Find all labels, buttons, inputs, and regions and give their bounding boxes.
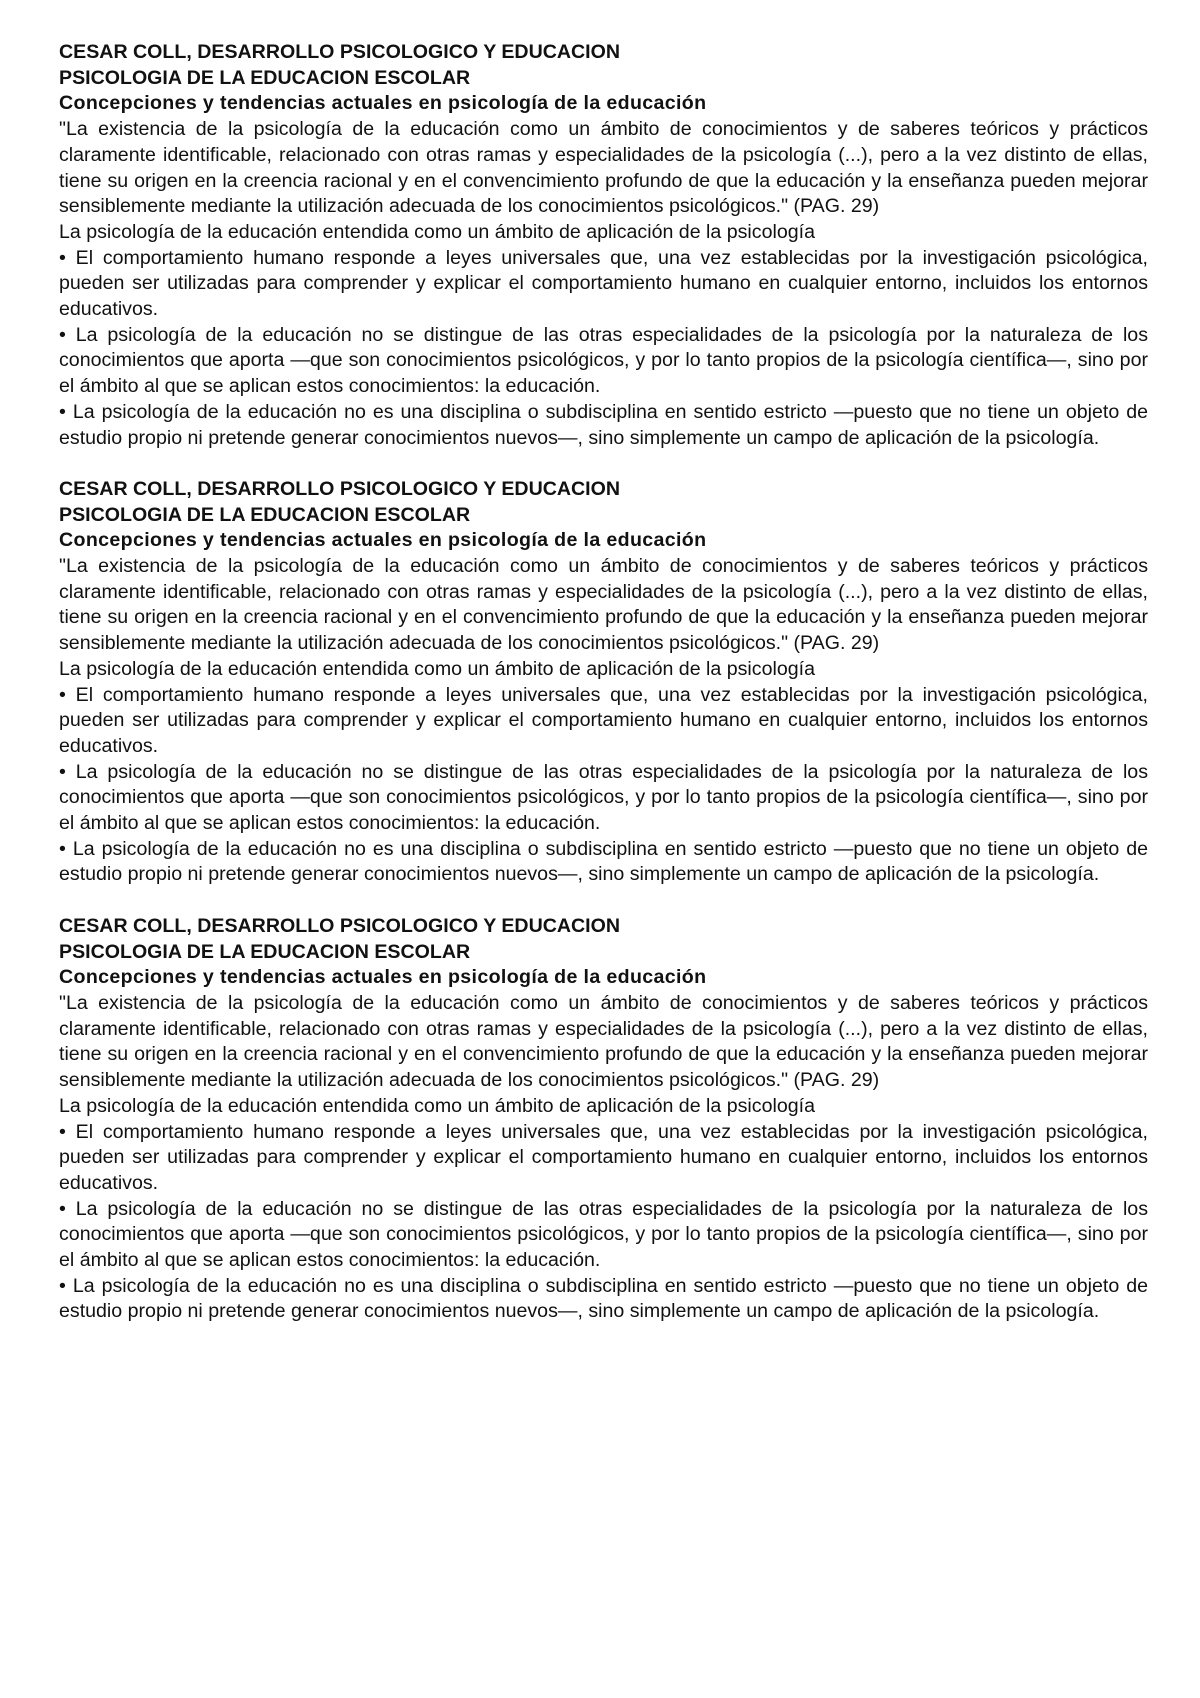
document-subtitle: PSICOLOGIA DE LA EDUCACION ESCOLAR [59,503,471,526]
bullet-item: • El comportamiento humano responde a leyes universales que, una vez establecidas por la investigación psicológica, pueden ser utilizadas para comprender y explicar el comportamiento humano en cualquier entorno, incluidos los entornos educativos. [59,683,1148,757]
bullet-item: • La psicología de la educación no es una disciplina o subdisciplina en sentido estricto —puesto que no tiene un objeto de estudio propio ni pretende generar conocimientos nuevos—, sino simplemente un campo de aplicación de la psicología. [59,400,1148,449]
document-title: CESAR COLL, DESARROLLO PSICOLOGICO Y EDUCACION [59,477,621,500]
bullet-item: • La psicología de la educación no se distingue de las otras especialidades de la psicología por la naturaleza de los conocimientos que aporta —que son conocimientos psicológicos, y por lo tanto propios de la psicología científica—, sino por el ámbito al que se aplican estos conocimientos: la educación. [59,1197,1148,1272]
document-title: CESAR COLL, DESARROLLO PSICOLOGICO Y EDUCACION [59,41,621,63]
text-block [59,40,1148,451]
document-subtitle: PSICOLOGIA DE LA EDUCACION ESCOLAR [59,66,471,89]
bullet-item: • El comportamiento humano responde a leyes universales que, una vez establecidas por la investigación psicológica, pueden ser utilizadas para comprender y explicar el comportamiento humano en cualquier entorno, incluidos los entornos educativos. [59,1120,1148,1194]
section-heading: Concepciones y tendencias actuales en psicología de la educación [59,92,707,115]
bullet-item: • La psicología de la educación no se distingue de las otras especialidades de la psicología por la naturaleza de los conocimientos que aporta —que son conocimientos psicológicos, y por lo tanto propios de la psicología científica—, sino por el ámbito al que se aplican estos conocimientos: la educación. [59,760,1148,835]
quote-paragraph: "La existencia de la psicología de la educación como un ámbito de conocimientos y de saberes teóricos y prácticos claramente identificable, relacionado con otras ramas y especialidades de la psicología (...), pero a la vez distinto de ellas, tiene su origen en la creencia racional y en el convencimiento profundo de que la educación y la enseñanza pueden mejorar sensiblemente mediante la utilización adecuada de los conocimientos psicológicos." (PAG. 29) [59,118,1148,218]
bullet-item: • La psicología de la educación no es una disciplina o subdisciplina en sentido estricto —puesto que no tiene un objeto de estudio propio ni pretende generar conocimientos nuevos—, sino simplemente un campo de aplicación de la psicología. [59,837,1148,886]
bullet-item: • La psicología de la educación no se distingue de las otras especialidades de la psicología por la naturaleza de los conocimientos que aporta —que son conocimientos psicológicos, y por lo tanto propios de la psicología científica—, sino por el ámbito al que se aplican estos conocimientos: la educación. [59,323,1148,398]
bullet-item: • El comportamiento humano responde a leyes universales que, una vez establecidas por la investigación psicológica, pueden ser utilizadas para comprender y explicar el comportamiento humano en cualquier entorno, incluidos los entornos educativos. [59,246,1148,321]
section-title: La psicología de la educación entendida como un ámbito de aplicación de la psicología [59,1094,815,1117]
section-heading: Concepciones y tendencias actuales en psicología de la educación [59,529,707,552]
quote-paragraph: "La existencia de la psicología de la educación como un ámbito de conocimientos y de saberes teóricos y prácticos claramente identificable, relacionado con otras ramas y especialidades de la psicología (...), pero a la vez distinto de ellas, tiene su origen en la creencia racional y en el convencimiento profundo de que la educación y la enseñanza pueden mejorar sensiblemente mediante la utilización adecuada de los conocimientos psicológicos." (PAG. 29) [59,991,1148,1092]
section-heading: Concepciones y tendencias actuales en psicología de la educación [59,966,707,989]
text-block [59,914,1148,1325]
section-title: La psicología de la educación entendida como un ámbito de aplicación de la psicología [59,657,815,680]
document-subtitle: PSICOLOGIA DE LA EDUCACION ESCOLAR [59,940,471,963]
quote-paragraph: "La existencia de la psicología de la educación como un ámbito de conocimientos y de saberes teóricos y prácticos claramente identificable, relacionado con otras ramas y especialidades de la psicología (...), pero a la vez distinto de ellas, tiene su origen en la creencia racional y en el convencimiento profundo de que la educación y la enseñanza pueden mejorar sensiblemente mediante la utilización adecuada de los conocimientos psicológicos." (PAG. 29) [59,555,1148,655]
text-block [59,477,1148,888]
section-title: La psicología de la educación entendida como un ámbito de aplicación de la psicología [59,220,815,243]
document-page [59,40,1148,1351]
document-title: CESAR COLL, DESARROLLO PSICOLOGICO Y EDUCACION [59,914,621,937]
bullet-item: • La psicología de la educación no es una disciplina o subdisciplina en sentido estricto —puesto que no tiene un objeto de estudio propio ni pretende generar conocimientos nuevos—, sino simplemente un campo de aplicación de la psicología. [59,1274,1148,1323]
